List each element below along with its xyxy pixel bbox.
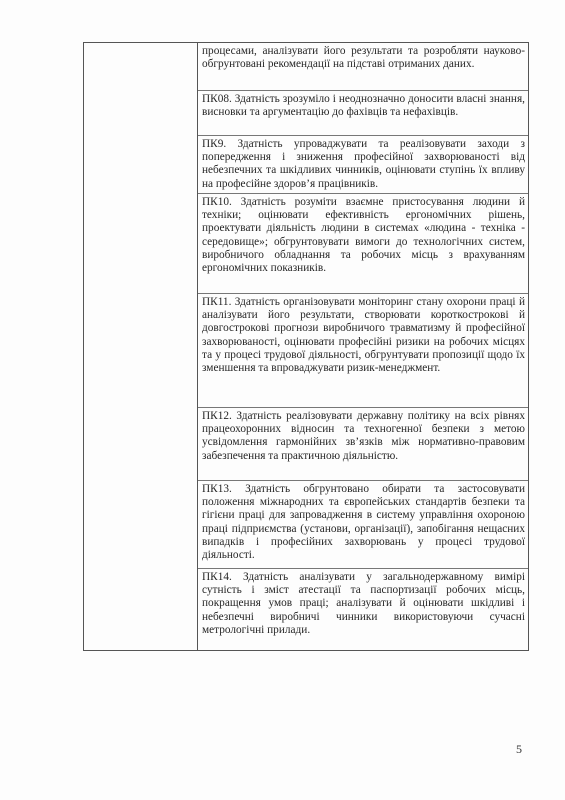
- table-right-column: [198, 43, 528, 650]
- competency-cell-pk10: ПК10. Здатність розуміти взаємне пристосування людини й техніки; оцінювати ефективність ергономічних рішень, проектувати діяльність людини в системах «людина - техніка - середовище»; обгрунтовувати вимоги до технологічних систем, виробничого обладнання та робочих місць з врахуванням ергономічних показників.: [198, 194, 528, 294]
- competency-cell-pk9: ПК9. Здатність упроваджувати та реалізовувати заходи з попередження і зниження професійної захворюваності від небезпечних та шкідливих чинників, оцінювати ступінь їх впливу на професійне здоров’я працівників.: [198, 136, 528, 194]
- table-left-column: [84, 43, 198, 650]
- competency-cell-pk08: ПК08. Здатність зрозуміло і неоднозначно доносити власні знання, висновки та аргументацію до фахівців та нефахівців.: [198, 91, 528, 136]
- competencies-table: [83, 42, 529, 651]
- competency-cell-pk11: ПК11. Здатність організовувати моніторинг стану охорони праці й аналізувати його результати, створювати короткострокові й довгострокові прогнози виробничого травматизму й професійної захворюваності, оцінювати професійні ризики на робочих місцях та у процесі трудової діяльності, обгрунтувати пропозиції щодо їх зменшення та впроваджувати ризик-менеджмент.: [198, 294, 528, 408]
- competency-cell-pk14: ПК14. Здатність аналізувати у загальнодержавному вимірі сутність і зміст атестації та паспортизації робочих місць, покращення умов праці; аналізувати й оцінювати шкідливі і небезпечні виробничі чинники використовуючи сучасні метрологічні прилади.: [202, 571, 525, 636]
- competency-cell-pk13: ПК13. Здатність обгрунтовано обирати та застосовувати положення міжнародних та європейських стандартів безпеки та гігієни праці для запровадження в систему управління охороною праці підприємства (установи, організації), запобігання нещасних випадків і професійних захворювань у процесі трудової діяльності.: [198, 481, 528, 569]
- competency-cell-continuation: процесами, аналізувати його результати та розробляти науково-обгрунтовані рекомендації на підставі отриманих даних.: [198, 43, 528, 91]
- page-number: 5: [516, 742, 522, 756]
- competency-cell-pk12: ПК12. Здатність реалізовувати державну політику на всіх рівнях працеохоронних відносин та техногенної безпеки з метою усвідомлення гармонійних зв’язків між нормативно-правовим забезпечення та практичною діяльністю.: [198, 408, 528, 481]
